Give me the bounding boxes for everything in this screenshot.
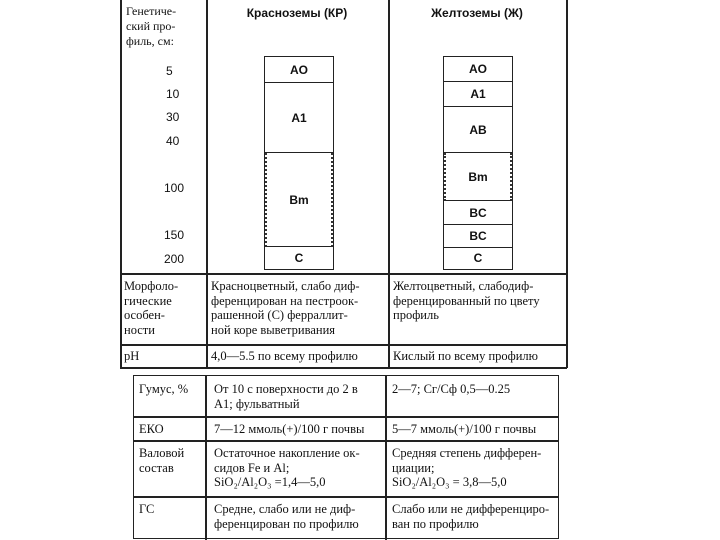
depth-label: 150: [164, 228, 185, 242]
header-krasnozemy: Красноземы (КР): [246, 6, 348, 20]
table-border-left: [120, 0, 122, 368]
ph-zheltozemy: Кислый по всему профилю: [393, 349, 539, 363]
header-zheltozemy: Желтоземы (Ж): [431, 6, 523, 20]
horizon-bm: Bm: [444, 153, 512, 201]
depth-label: 5: [166, 64, 173, 78]
horizon-bc: BC: [444, 225, 512, 248]
eko-zheltozemy: 5—7 ммоль(+)/100 г почвы: [392, 422, 537, 436]
depth-label: 30: [166, 110, 180, 124]
morph-krasnozemy: Красноцветный, слабо диф- ференцирован на пестроок- рашенной (С) ферраллит- ной коре выветривания: [211, 279, 360, 337]
row-label-eko: ЕКО: [139, 422, 164, 436]
depth-label: 10: [166, 87, 180, 101]
horizon-bc: BC: [444, 201, 512, 225]
depth-label: 200: [164, 252, 185, 266]
table-border-right: [566, 0, 568, 368]
horizon-bm: Bm: [265, 153, 333, 247]
depth-label: 100: [164, 181, 185, 195]
horizon-ao: AO: [265, 57, 333, 83]
row-label-gs: ГС: [139, 502, 155, 516]
morph-label: Морфоло- гические особен- ности: [124, 279, 179, 337]
table-divider-2: [388, 0, 390, 368]
depth-label: 40: [166, 134, 180, 148]
horizon-a1: A1: [265, 83, 333, 153]
horizon-c: C: [294, 250, 304, 265]
row-label-gross-composition: Валовой состав: [139, 446, 185, 475]
bottom-divider-2: [385, 375, 387, 540]
horizon-ab: AB: [444, 107, 512, 153]
row-divider-ph: [120, 367, 567, 369]
bottom-divider-1: [205, 375, 207, 540]
table-divider-1: [206, 0, 208, 368]
ph-krasnozemy: 4,0—5.5 по всему профилю: [211, 349, 358, 363]
bottom-row-divider: [133, 416, 559, 418]
humus-krasnozemy: От 10 с поверхности до 2 в A1; фульватный: [214, 382, 358, 411]
row-label-humus: Гумус, %: [139, 382, 189, 396]
horizon-a1: A1: [444, 82, 512, 107]
ph-label: pH: [124, 349, 140, 363]
bottom-row-divider: [133, 440, 559, 442]
gross-zheltozemy: Средняя степень дифферен- циации; SiO₂/Al₂O₃ = 3,8—5,0: [392, 446, 542, 489]
row-divider-morph: [120, 344, 567, 346]
gs-zheltozemy: Слабо или не дифференциро- ван по профилю: [392, 502, 550, 531]
gs-krasnozemy: Средне, слабо или не диф- ференцирован по профилю: [214, 502, 359, 531]
eko-krasnozemy: 7—12 ммоль(+)/100 г почвы: [214, 422, 365, 436]
horizon-ao: AO: [444, 57, 512, 82]
humus-zheltozemy: 2—7; Сг/Сф 0,5—0.25: [392, 382, 511, 396]
bottom-row-divider: [133, 496, 559, 498]
row-divider-profile: [120, 273, 567, 275]
horizon-c: C: [473, 251, 483, 265]
gross-krasnozemy: Остаточное накопление ок- сидов Fe и Al; SiO₂/Al₂O₃ =1,4—5,0: [214, 446, 360, 489]
profile-column-header: Генетиче- ский про- филь, см:: [126, 4, 177, 48]
kr-profile-column: [264, 56, 334, 270]
morph-zheltozemy: Желтоцветный, слабодиф- ференцированный по цвету профиль: [393, 279, 540, 322]
zh-profile-column: [443, 56, 513, 270]
